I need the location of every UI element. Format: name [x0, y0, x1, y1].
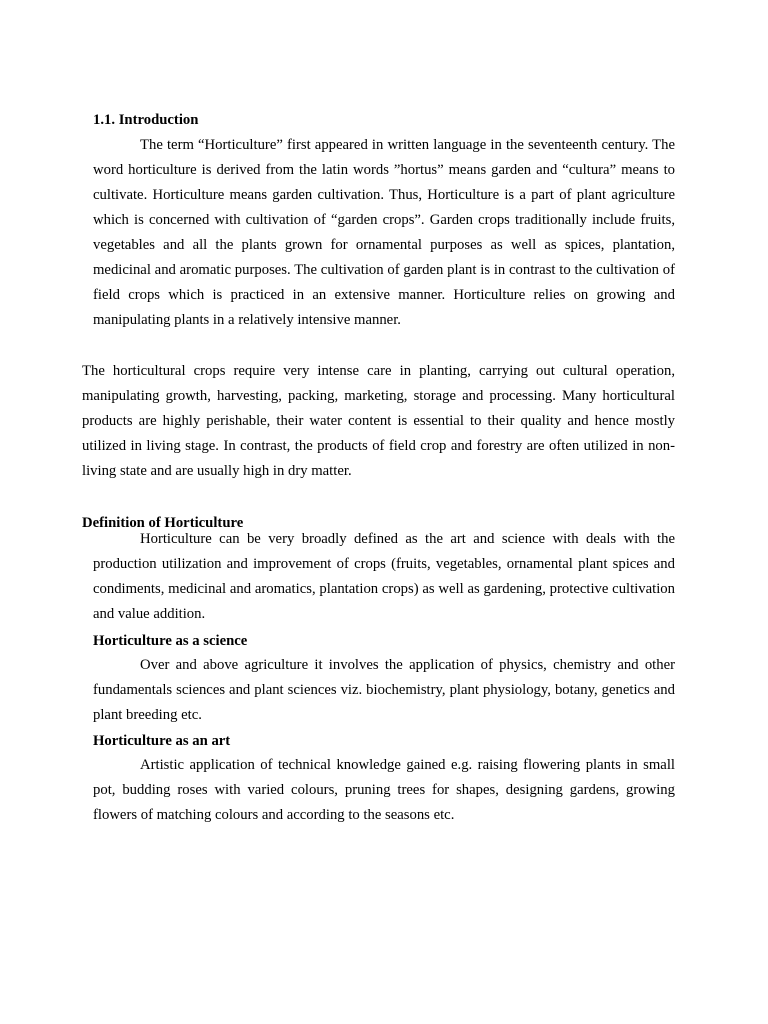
science-heading: Horticulture as a science	[93, 633, 248, 649]
introduction-heading: 1.1. Introduction	[93, 112, 199, 128]
art-heading: Horticulture as an art	[93, 733, 231, 749]
definition-paragraph: Horticulture can be very broadly defined as the art and science with deals with the production utilization and improvement of crops (fruits, vegetables, ornamental plant spices and condiments, medicinal and aromatics, plantation crops) as well as gardening, protective cultivation and value addition.	[93, 531, 675, 622]
horticultural-crops-paragraph: The horticultural crops require very intense care in planting, carrying out cultural operation, manipulating growth, harvesting, packing, marketing, storage and processing. Many horticultural products are highly perishable, their water content is essential to their quality and hence mostly utilized in living stage. In contrast, the products of field crop and forestry are often utilized in non-living state and are usually high in dry matter.	[82, 363, 675, 479]
art-paragraph: Artistic application of technical knowledge gained e.g. raising flowering plants in small pot, budding roses with varied colours, pruning trees for shapes, designing gardens, growing flowers of matching colours and according to the seasons etc.	[93, 757, 675, 823]
definition-heading: Definition of Horticulture	[82, 515, 244, 531]
science-paragraph: Over and above agriculture it involves the application of physics, chemistry and other fundamentals sciences and plant sciences viz. biochemistry, plant physiology, botany, genetics and plant breeding etc.	[93, 657, 675, 723]
introduction-paragraph: The term “Horticulture” first appeared in written language in the seventeenth century. The word horticulture is derived from the latin words ”hortus” means garden and “cultura” means to cultivate. Horticulture means garden cultivation. Thus, Horticulture is a part of plant agriculture which is concerned with cultivation of “garden crops”. Garden crops traditionally include fruits, vegetables and all the plants grown for ornamental purposes as well as spices, plantation, medicinal and aromatic purposes. The cultivation of garden plant is in contrast to the cultivation of field crops which is practiced in an extensive manner. Horticulture relies on growing and manipulating plants in a relatively intensive manner.	[93, 137, 675, 328]
